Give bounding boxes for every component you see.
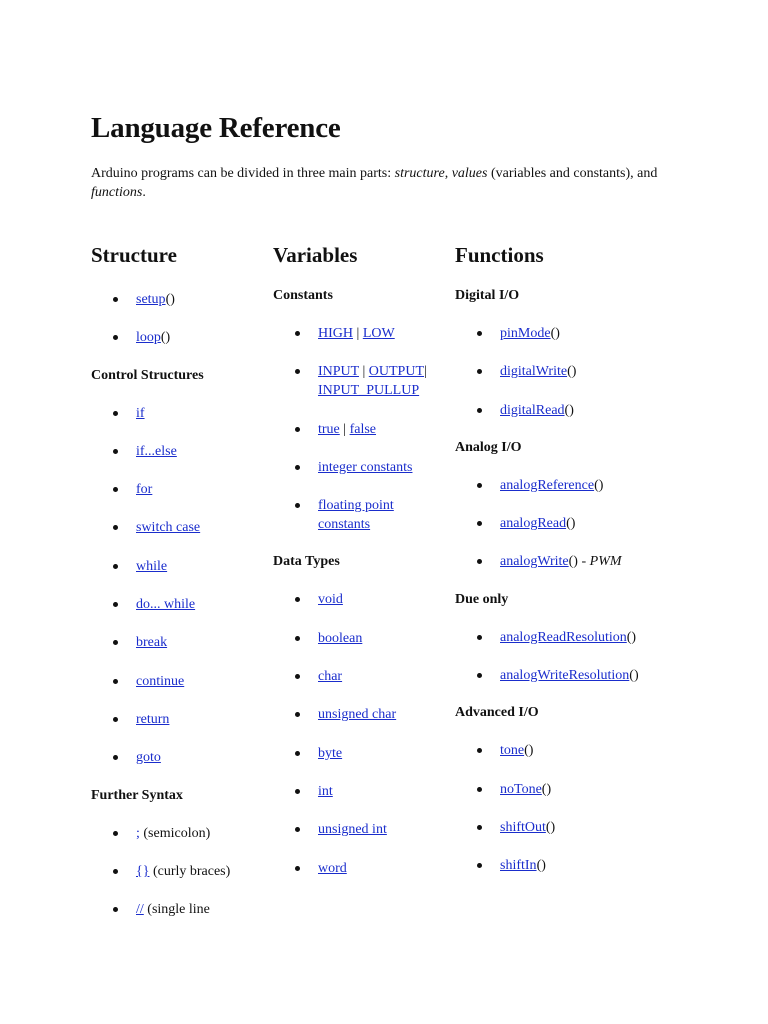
setup-link[interactable]: setup <box>136 292 166 307</box>
list-item <box>455 741 635 760</box>
list-item <box>91 633 271 652</box>
list-item <box>273 820 453 839</box>
unsigned-int-link[interactable]: unsigned int <box>318 822 387 838</box>
item-suffix: () <box>594 477 604 493</box>
functions-heading: Functions <box>455 243 544 267</box>
intro-text: Arduino programs can be divided in three main parts: <box>91 166 395 181</box>
list-item <box>91 710 271 729</box>
list-item <box>455 476 635 495</box>
switch-case-link[interactable]: switch case <box>136 520 201 536</box>
list-item <box>91 557 271 576</box>
floating-point-constants-link[interactable]: floating point constants <box>318 498 394 533</box>
list-item <box>273 324 453 343</box>
constants-heading: Constants <box>273 288 333 303</box>
digital-io-list <box>455 324 635 420</box>
item-suffix: () <box>545 819 556 835</box>
analog-io-list <box>455 476 635 572</box>
output-link[interactable]: OUTPUT <box>368 364 425 380</box>
shiftin-link[interactable]: shiftIn <box>500 858 537 874</box>
list-item <box>273 629 453 648</box>
true-link[interactable]: true <box>318 421 340 437</box>
list-item <box>91 404 271 423</box>
list-item <box>455 628 635 647</box>
if-else-link[interactable]: if...else <box>136 443 177 459</box>
variables-column <box>273 242 453 897</box>
structure-column <box>91 242 271 938</box>
structure-heading: Structure <box>91 243 177 267</box>
low-link[interactable]: LOW <box>362 326 395 341</box>
for-link[interactable]: for <box>136 482 153 498</box>
item-suffix: () <box>550 326 560 341</box>
intro-separator: , <box>444 166 452 181</box>
integer-constants-link[interactable]: integer constants <box>318 459 413 475</box>
list-item <box>273 458 453 477</box>
list-item <box>273 496 443 534</box>
list-item <box>455 362 635 381</box>
item-suffix: (single line <box>143 902 210 918</box>
structure-list <box>91 290 271 347</box>
list-item <box>455 401 635 420</box>
further-syntax-list <box>91 824 271 920</box>
list-item <box>455 780 635 799</box>
functions-column <box>455 242 639 895</box>
control-structures-list <box>91 404 271 768</box>
curly-braces-link[interactable]: {} <box>136 863 150 879</box>
shiftout-link[interactable]: shiftOut <box>500 819 546 835</box>
item-suffix: (curly braces) <box>149 863 231 879</box>
list-item <box>91 518 271 537</box>
if-link[interactable]: if <box>136 405 145 421</box>
item-separator: | <box>424 364 427 380</box>
pinmode-link[interactable]: pinMode <box>500 326 551 341</box>
char-link[interactable]: char <box>318 669 343 685</box>
continue-link[interactable]: continue <box>136 673 185 689</box>
item-suffix: () <box>524 743 534 759</box>
notone-link[interactable]: noTone <box>500 781 542 797</box>
semicolon-link[interactable]: ; <box>136 825 140 841</box>
item-suffix: () <box>566 516 576 532</box>
tone-link[interactable]: tone <box>500 743 525 759</box>
item-suffix: () <box>165 292 175 307</box>
intro-term-functions: functions <box>91 184 143 200</box>
data-types-heading: Data Types <box>273 554 340 570</box>
due-only-list <box>455 628 639 685</box>
int-link[interactable]: int <box>318 783 333 799</box>
list-item <box>455 324 635 343</box>
intro-paragraph <box>91 165 691 202</box>
digitalwrite-link[interactable]: digitalWrite <box>500 364 568 380</box>
intro-text: (variables and constants), and <box>487 166 658 181</box>
list-item <box>455 666 639 685</box>
loop-link[interactable]: loop <box>136 330 161 346</box>
item-separator: | <box>358 364 369 380</box>
list-item <box>91 328 271 347</box>
list-item <box>91 862 271 881</box>
break-link[interactable]: break <box>136 635 168 651</box>
item-suffix: () <box>629 668 639 684</box>
item-separator: | <box>353 326 363 341</box>
list-item <box>91 900 271 919</box>
list-item <box>273 705 453 724</box>
while-link[interactable]: while <box>136 558 168 574</box>
list-item <box>273 590 453 609</box>
constants-list <box>273 324 453 534</box>
control-structures-heading: Control Structures <box>91 367 204 383</box>
intro-text-end: . <box>142 184 146 200</box>
analogwrite-link[interactable]: analogWrite <box>500 554 569 570</box>
advanced-io-list <box>455 741 635 875</box>
item-suffix: () <box>160 330 171 346</box>
list-item <box>91 595 271 614</box>
list-item <box>273 667 453 686</box>
data-types-list <box>273 590 453 877</box>
input-link[interactable]: INPUT <box>318 364 359 380</box>
list-item <box>455 856 635 875</box>
do-while-link[interactable]: do... while <box>136 597 196 613</box>
item-suffix: (semicolon) <box>139 825 211 841</box>
goto-link[interactable]: goto <box>136 750 161 766</box>
digitalread-link[interactable]: digitalRead <box>500 402 565 418</box>
variables-heading: Variables <box>273 243 358 267</box>
item-suffix: () <box>567 364 577 380</box>
list-item <box>273 782 453 801</box>
list-item <box>455 818 635 837</box>
pwm-note: PWM <box>589 554 622 570</box>
boolean-link[interactable]: boolean <box>318 630 363 646</box>
list-item <box>91 290 271 309</box>
item-suffix: () <box>626 629 637 645</box>
list-item <box>91 748 271 767</box>
page-title: Language Reference <box>91 112 341 144</box>
list-item <box>455 514 635 533</box>
intro-term-structure: structure <box>394 166 445 181</box>
list-item <box>273 744 453 763</box>
single-line-comment-link[interactable]: // <box>136 902 144 918</box>
analogreadresolution-link[interactable]: analogReadResolution <box>500 629 627 645</box>
input-pullup-link[interactable]: INPUT_PULLUP <box>318 383 420 399</box>
analog-io-heading: Analog I/O <box>455 439 522 455</box>
item-suffix: () - <box>568 554 590 570</box>
list-item <box>273 362 453 400</box>
list-item <box>455 552 635 571</box>
list-item <box>273 420 453 439</box>
false-link[interactable]: false <box>349 421 377 437</box>
list-item <box>91 480 271 499</box>
analogreference-link[interactable]: analogReference <box>500 477 595 493</box>
further-syntax-heading: Further Syntax <box>91 787 183 803</box>
digital-io-heading: Digital I/O <box>455 288 520 303</box>
return-link[interactable]: return <box>136 711 170 727</box>
unsigned-char-link[interactable]: unsigned char <box>318 707 397 723</box>
void-link[interactable]: void <box>318 592 343 608</box>
analogwriteresolution-link[interactable]: analogWriteResolution <box>500 668 630 684</box>
item-suffix: () <box>541 781 552 797</box>
list-item <box>91 672 271 691</box>
intro-term-values: values <box>451 166 488 181</box>
high-link[interactable]: HIGH <box>318 326 353 341</box>
list-item <box>91 442 271 461</box>
list-item <box>273 859 453 878</box>
item-suffix: () <box>564 402 574 418</box>
list-item <box>91 824 271 843</box>
item-suffix: () <box>536 858 546 874</box>
item-separator: | <box>339 421 350 437</box>
due-only-heading: Due only <box>455 591 509 607</box>
word-link[interactable]: word <box>318 860 347 876</box>
advanced-io-heading: Advanced I/O <box>455 705 539 721</box>
analogread-link[interactable]: analogRead <box>500 516 567 532</box>
byte-link[interactable]: byte <box>318 745 343 761</box>
